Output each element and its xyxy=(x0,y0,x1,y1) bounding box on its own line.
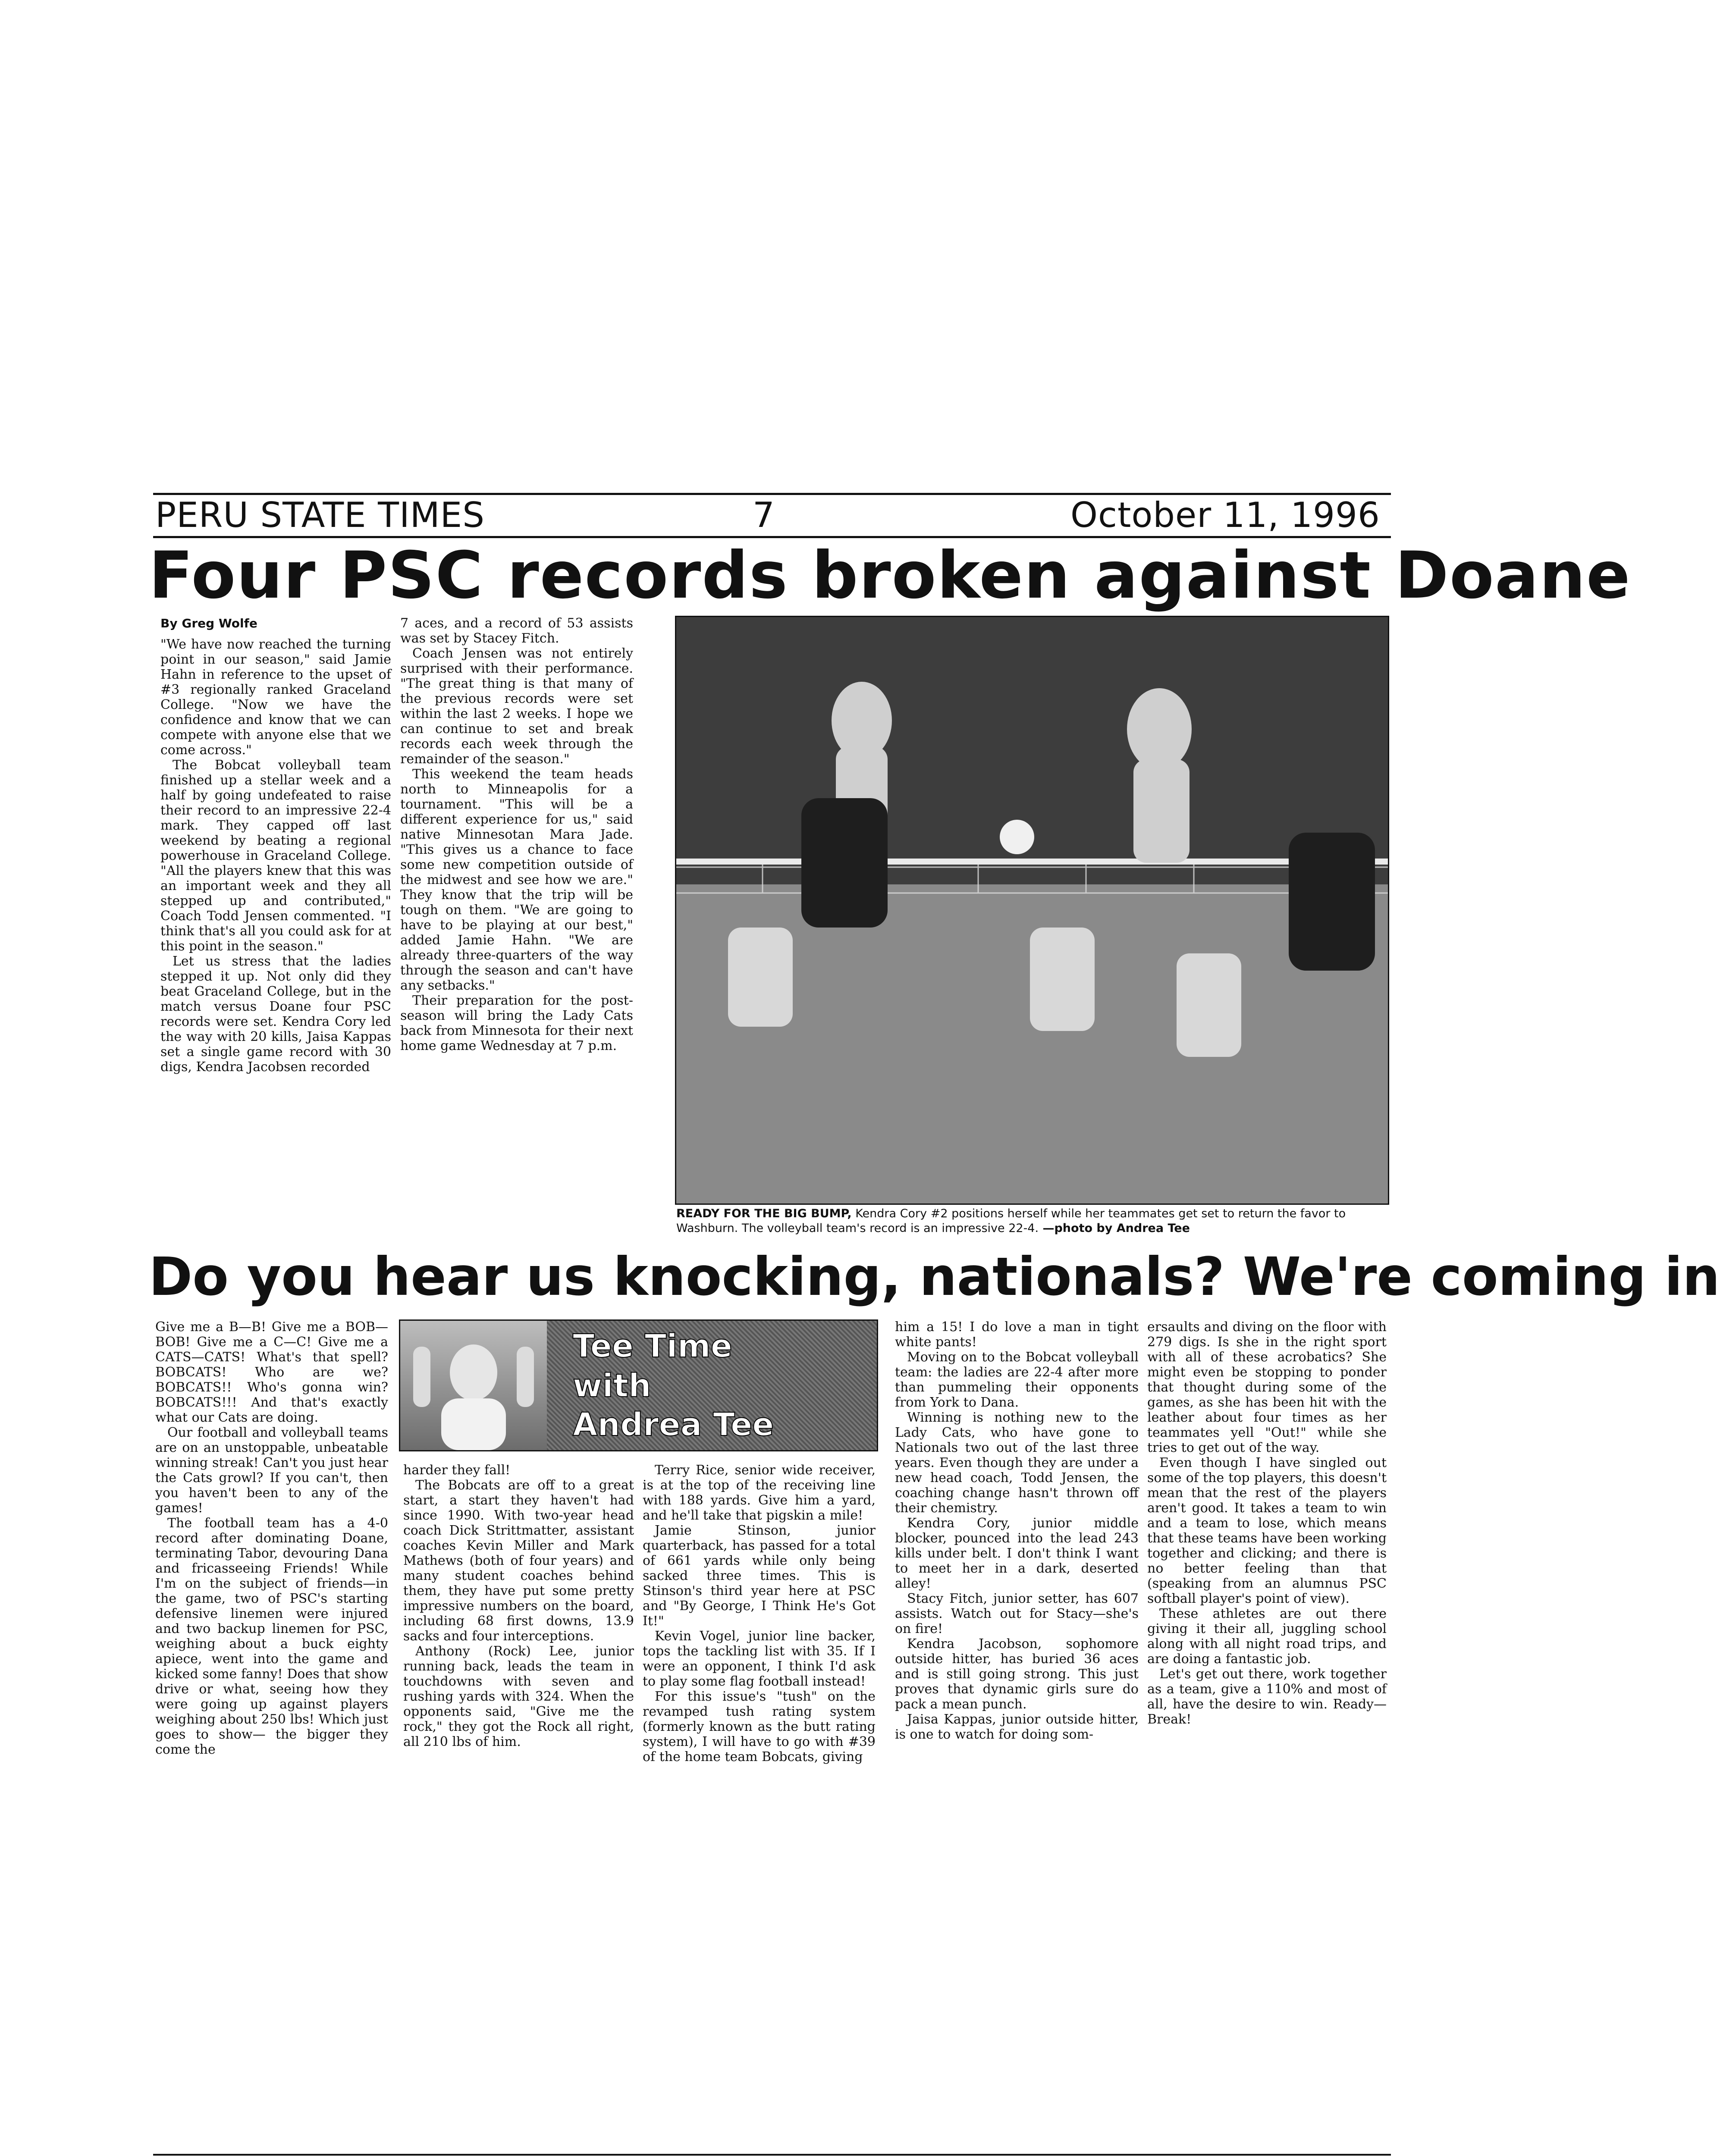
article2-paragraph: ersaults and diving on the floor with 279 digs. Is she in the right sport with all of these acrobatics? She might even be stopping to ponder that thought during some of the games, as she has been hit with the leather about four times as her teammates yell "Out!" while she tries to get out of the way. xyxy=(1147,1319,1387,1455)
photo-caption xyxy=(676,1206,1388,1236)
article2-paragraph: Let's get out there, work together as a team, give a 110% and most of all, have the desire to win. Ready—Break! xyxy=(1147,1667,1387,1727)
column-title-line2: with xyxy=(573,1367,651,1404)
article1-paragraph: Their preparation for the post-season will bring the Lady Cats back from Minnesota for their next home game Wednesday at 7 p.m. xyxy=(400,993,633,1053)
article1-column-2 xyxy=(400,616,633,1053)
headline-records: Four PSC records broken against Doane xyxy=(149,538,1631,613)
article2-paragraph: Moving on to the Bobcat volleyball team: the ladies are 22-4 after more than pummeling their opponents from York to Dana. xyxy=(895,1350,1139,1410)
article2-paragraph: Our football and volleyball teams are on an unstoppable, unbeatable winning streak! Can't you just hear the Cats growl? If you can't, then you haven't been to any of the games! xyxy=(155,1425,388,1516)
article2-paragraph: These athletes are out there giving it their all, juggling school along with all night road trips, and are doing a fantastic job. xyxy=(1147,1606,1387,1667)
article2-paragraph: Even though I have singled out some of the top players, this doesn't mean that the rest of the players aren't good. It takes a team to win and a team to lose, which means that these teams have been working together and clicking; and there is no better feeling than that (speaking from an alumnus PSC softball player's point of view). xyxy=(1147,1455,1387,1606)
volleyball-scene-illustration xyxy=(676,617,1388,1203)
article1-paragraph: The Bobcat volleyball team finished up a stellar week and a half by going undefeated to raise their record to an impressive 22-4 mark. They capped off last weekend by beating a regional powerhouse in Graceland College. "All the players knew that this was an important week and they all stepped up and contributed," Coach Todd Jensen commented. "I think that's all you could ask for at this point in the season." xyxy=(160,758,391,954)
article1-paragraph: 7 aces, and a record of 53 assists was set by Stacey Fitch. xyxy=(400,616,633,646)
article2-paragraph: The football team has a 4-0 record after dominating Doane, terminating Tabor, devouring Dana and fricasseeing Friends! While I'm on the subject of friends—in the game, two of PSC's starting defensive linemen were injured and two backup linemen for PSC, weighing about a buck eighty apiece, went into the game and kicked some fanny! Does that show drive or what, seeing how they were going up against players weighing about 250 lbs! Which just goes to show— the bigger they come the xyxy=(155,1516,388,1757)
article2-paragraph: Jaisa Kappas, junior outside hitter, is one to watch for doing som- xyxy=(895,1712,1139,1742)
article1-paragraph: Let us stress that the ladies stepped it up. Not only did they beat Graceland College, but in the match versus Doane four PSC records were set. Kendra Cory led the way with 20 kills, Jaisa Kappas set a single game record with 30 digs, Kendra Jacobsen recorded xyxy=(160,954,391,1075)
article2-column-3 xyxy=(643,1463,876,1764)
headline-nationals: Do you hear us knocking, nationals? We're coming in xyxy=(149,1246,1720,1307)
column-title-line3: Andrea Tee xyxy=(573,1406,774,1443)
article2-paragraph: The Bobcats are off to a great start, a start they haven't had since 1990. With two-year head coach Dick Strittmatter, assistant coaches Kevin Miller and Mark Mathews (both of four years) and many student coaches behind them, they have put some pretty impressive numbers on the board, including 68 first downs, 13.9 sacks and four interceptions. xyxy=(403,1478,634,1644)
article2-paragraph: Kendra Jacobson, sophomore outside hitter, has buried 36 aces and is still going strong. This just proves that dynamic girls sure do pack a mean punch. xyxy=(895,1636,1139,1712)
article2-paragraph: him a 15! I do love a man in tight white pants! xyxy=(895,1319,1139,1350)
issue-date: October 11, 1996 xyxy=(1070,495,1380,535)
columnist-photo xyxy=(400,1321,547,1450)
byline: By Greg Wolfe xyxy=(160,616,257,630)
page-number: 7 xyxy=(753,495,775,535)
article2-paragraph: Kevin Vogel, junior line backer, tops the tackling list with 35. If I were an opponent, I think I'd ask to play some flag football instead! xyxy=(643,1629,876,1689)
paper-name: PERU STATE TIMES xyxy=(155,495,485,535)
article2-paragraph: Winning is nothing new to the Lady Cats, who have gone to Nationals two out of the last three years. Even though they are under a new head coach, Todd Jensen, the coaching change hasn't thrown off their chemistry. xyxy=(895,1410,1139,1516)
article2-column-4 xyxy=(895,1319,1139,1742)
article1-paragraph: Coach Jensen was not entirely surprised with their performance. "The great thing is that many of the previous records were set within the last 2 weeks. I hope we can continue to set and break records each week through the remainder of the season." xyxy=(400,646,633,767)
caption-text: Kendra Cory #2 positions herself while her teammates get set to return the favor to Washburn. The volleyball team's record is an impressive 22-4. xyxy=(676,1207,1346,1235)
article2-column-2 xyxy=(403,1463,634,1749)
columnist-portrait-illustration xyxy=(400,1321,547,1450)
article1-paragraph: This weekend the team heads north to Minneapolis for a tournament. "This will be a different experience for us," said native Minnesotan Mara Jade. "This gives us a chance to face some new competition outside of the midwest and see how we are." They know that the trip will be tough on them. "We are going to have to be playing at our best," added Jamie Hahn. "We are already three-quarters of the way through the season and can't have any setbacks." xyxy=(400,767,633,993)
article2-paragraph: Anthony (Rock) Lee, junior running back, leads the team in touchdowns with seven and rushing yards with 324. When the opponents said, "Give me the rock," they got the Rock all right, all 210 lbs of him. xyxy=(403,1644,634,1749)
article2-paragraph: Stacy Fitch, junior setter, has 607 assists. Watch out for Stacy—she's on fire! xyxy=(895,1591,1139,1636)
column-title-box xyxy=(399,1319,878,1451)
column-title-banner xyxy=(547,1321,877,1450)
article2-column-5 xyxy=(1147,1319,1387,1727)
caption-lead: READY FOR THE BIG BUMP, xyxy=(676,1207,852,1220)
article1-paragraph: "We have now reached the turning point in our season," said Jamie Hahn in reference to the upset of #3 regionally ranked Graceland College. "Now we have the confidence and know that we can compete with anyone else that we come across." xyxy=(160,637,391,758)
photo-credit: —photo by Andrea Tee xyxy=(1039,1222,1190,1235)
article2-paragraph: Kendra Cory, junior middle blocker, pounced into the lead 243 kills under belt. I don't think I want to meet her in a dark, deserted alley! xyxy=(895,1516,1139,1591)
article2-paragraph: Give me a B—B! Give me a BOB—BOB! Give me a C—C! Give me a CATS—CATS! What's that spell? BOBCATS! Who are we? BOBCATS!! Who's gonna win? BOBCATS!!! And that's exactly what our Cats are doing. xyxy=(155,1319,388,1425)
volleyball-photo xyxy=(675,616,1389,1205)
article2-paragraph: harder they fall! xyxy=(403,1463,511,1478)
article2-paragraph: Jamie Stinson, junior quarterback, has passed for a total of 661 yards while only being sacked three times. This is Stinson's third year here at PSC and "By George, I Think He's Got It!" xyxy=(643,1523,876,1629)
article2-column-1 xyxy=(155,1319,388,1757)
article2-paragraph: Terry Rice, senior wide receiver, is at the top of the receiving line with 188 yards. Give him a yard, and he'll take that pigskin a mile! xyxy=(643,1463,876,1523)
article2-paragraph: For this issue's "tush" on the revamped tush rating system (formerly known as the butt rating system), I will have to go with #39 of the home team Bobcats, giving xyxy=(643,1689,876,1764)
article1-column-1 xyxy=(160,616,391,1075)
ads-divider xyxy=(153,2154,1391,2156)
column-title-line1: Tee Time xyxy=(573,1328,732,1365)
